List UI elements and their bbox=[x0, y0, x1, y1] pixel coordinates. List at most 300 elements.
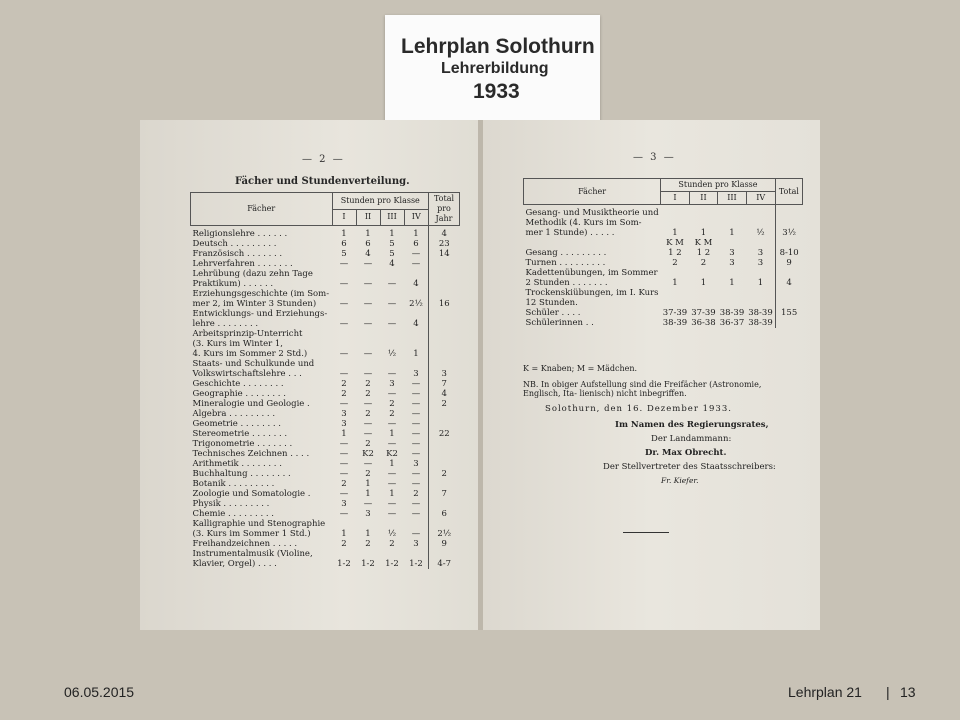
hours-cell: 3 bbox=[341, 409, 347, 419]
hours-cell: — bbox=[411, 499, 421, 509]
hours-cell: — bbox=[339, 469, 349, 479]
hours-cell bbox=[356, 519, 380, 529]
hours-cell bbox=[356, 269, 380, 279]
subject-cell: Religionslehre . . . . . . bbox=[192, 229, 288, 239]
hours-cell: 1 2 bbox=[668, 248, 682, 258]
hours-cell bbox=[689, 268, 718, 278]
card-subtitle: Lehrerbildung bbox=[441, 60, 549, 77]
hours-cell: 1 bbox=[700, 278, 707, 288]
hours-cell bbox=[661, 205, 690, 219]
subject-cell: mer 1 Stunde) . . . . . bbox=[525, 228, 615, 238]
subject-cell: Trigonometrie . . . . . . . bbox=[192, 439, 293, 449]
table-row bbox=[191, 529, 460, 539]
total-cell: 4-7 bbox=[429, 559, 460, 569]
hours-cell bbox=[332, 339, 356, 349]
subject-cell: 12 Stunden. bbox=[525, 298, 578, 308]
hours-cell: — bbox=[339, 259, 349, 269]
table-row bbox=[191, 249, 460, 259]
hours-cell: 5 bbox=[389, 239, 395, 249]
table-row bbox=[524, 258, 803, 268]
total-cell bbox=[775, 205, 802, 219]
hours-cell: 36-38 bbox=[691, 318, 716, 328]
hours-cell: 2 bbox=[341, 539, 347, 549]
hours-cell: — bbox=[411, 439, 421, 449]
hours-cell: 1 bbox=[341, 229, 347, 239]
total-cell: 14 bbox=[429, 249, 460, 259]
hours-cell: 37-39 bbox=[691, 308, 716, 318]
subject-cell: Freihandzeichnen . . . . . bbox=[192, 539, 298, 549]
total-cell: 9 bbox=[775, 258, 802, 268]
table-row bbox=[524, 205, 803, 219]
table-row bbox=[191, 279, 460, 289]
total-cell: 16 bbox=[429, 299, 460, 309]
table-row bbox=[191, 239, 460, 249]
hours-cell: — bbox=[411, 449, 421, 459]
col-header-subject: Fächer bbox=[191, 193, 333, 226]
hours-cell: 5 bbox=[341, 249, 347, 259]
hours-cell: 1 bbox=[341, 529, 347, 539]
hours-cell: 1 bbox=[389, 489, 395, 499]
subject-cell: Arithmetik . . . . . . . . bbox=[192, 459, 282, 469]
hours-cell bbox=[380, 549, 404, 559]
subject-cell: Französisch . . . . . . . bbox=[192, 249, 283, 259]
hours-cell: 3 bbox=[413, 539, 419, 549]
subject-cell: Schüler . . . . bbox=[525, 308, 581, 318]
hours-cell: — bbox=[411, 249, 421, 259]
hours-cell: 1 bbox=[389, 459, 395, 469]
subject-cell: Mineralogie und Geologie . bbox=[192, 399, 310, 409]
hours-cell: 4 bbox=[389, 259, 395, 269]
signature-line-3: Dr. Max Obrecht. bbox=[645, 448, 727, 458]
subject-cell: Stereometrie . . . . . . . bbox=[192, 429, 288, 439]
col-header-class: IV bbox=[404, 209, 429, 226]
hours-cell: ½ bbox=[387, 349, 397, 359]
hours-cell: 1-2 bbox=[361, 559, 375, 569]
total-cell bbox=[429, 519, 460, 529]
table-row bbox=[191, 359, 460, 369]
hours-cell: 2 bbox=[365, 379, 371, 389]
hours-cell: — bbox=[339, 319, 349, 329]
table-row bbox=[524, 298, 803, 308]
total-cell bbox=[775, 238, 802, 248]
subject-cell: Deutsch . . . . . . . . . bbox=[192, 239, 277, 249]
hours-cell: — bbox=[387, 369, 397, 379]
hours-cell: — bbox=[411, 259, 421, 269]
hours-cell bbox=[356, 329, 380, 339]
hours-cell bbox=[718, 218, 747, 228]
hours-cell bbox=[404, 309, 429, 319]
subject-cell: Buchhaltung . . . . . . . . bbox=[192, 469, 291, 479]
hours-cell: 2 bbox=[341, 379, 347, 389]
subject-cell: Botanik . . . . . . . . . bbox=[192, 479, 275, 489]
hours-cell: — bbox=[363, 319, 373, 329]
subject-cell: Instrumentalmusik (Violine, bbox=[192, 549, 313, 559]
subject-cell: Kadettenübungen, im Sommer bbox=[525, 268, 658, 278]
subject-cell: Volkswirtschaftslehre . . . bbox=[192, 369, 302, 379]
col-header-hours: Stunden pro Klasse bbox=[661, 179, 776, 192]
hours-cell: 1 bbox=[413, 229, 419, 239]
hours-cell bbox=[746, 298, 775, 308]
place-date: Solothurn, den 16. Dezember 1933. bbox=[545, 404, 732, 414]
card-year: 1933 bbox=[473, 80, 520, 103]
subject-cell: (3. Kurs im Sommer 1 Std.) bbox=[192, 529, 311, 539]
subject-cell: Klavier, Orgel) . . . . bbox=[192, 559, 277, 569]
subject-cell: Gesang . . . . . . . . . bbox=[525, 248, 607, 258]
table-row bbox=[191, 389, 460, 399]
subject-cell: Geschichte . . . . . . . . bbox=[192, 379, 284, 389]
hours-cell: 2 bbox=[365, 439, 371, 449]
total-cell bbox=[775, 288, 802, 298]
hours-cell: — bbox=[363, 459, 373, 469]
hours-cell: 1 bbox=[672, 278, 678, 288]
booklet-photo bbox=[140, 120, 820, 630]
hours-cell: 1-2 bbox=[337, 559, 351, 569]
note-text: NB. In obiger Aufstellung sind die Freifächer (Astronomie, Englisch, Ita- lienisch) nicht inbegriffen. bbox=[523, 380, 762, 398]
hours-cell: — bbox=[387, 509, 397, 519]
hours-cell: K2 bbox=[386, 449, 398, 459]
col-header-class: II bbox=[689, 192, 718, 205]
hours-cell: — bbox=[363, 399, 373, 409]
hours-cell: 1 bbox=[729, 228, 735, 238]
total-cell: 9 bbox=[429, 539, 460, 549]
col-header-hours: Stunden pro Klasse bbox=[332, 193, 429, 210]
hours-cell bbox=[661, 218, 690, 228]
subject-cell: Schülerinnen . . bbox=[525, 318, 594, 328]
hours-cell bbox=[380, 309, 404, 319]
total-cell: 3½ bbox=[775, 228, 802, 238]
table-row bbox=[191, 319, 460, 329]
right-schedule-table bbox=[523, 178, 803, 328]
table-row bbox=[524, 248, 803, 258]
total-cell bbox=[775, 298, 802, 308]
hours-cell bbox=[404, 339, 429, 349]
table-row bbox=[191, 309, 460, 319]
hours-cell: 1 bbox=[365, 489, 371, 499]
table-row bbox=[191, 499, 460, 509]
title-card bbox=[385, 15, 600, 123]
subject-cell: Arbeitsprinzip-Unterricht bbox=[192, 329, 303, 339]
signature-line-2: Der Landammann: bbox=[651, 434, 732, 444]
hours-cell bbox=[332, 549, 356, 559]
hours-cell: K M bbox=[666, 238, 684, 248]
col-header-subject: Fächer bbox=[524, 179, 661, 205]
hours-cell: 2 bbox=[341, 479, 347, 489]
hours-cell bbox=[661, 268, 690, 278]
total-cell bbox=[429, 409, 460, 419]
hours-cell: — bbox=[339, 509, 349, 519]
footer-separator: | bbox=[886, 684, 890, 700]
hours-cell bbox=[332, 359, 356, 369]
right-page bbox=[483, 120, 820, 630]
total-cell bbox=[429, 359, 460, 369]
subject-cell: (3. Kurs im Winter 1, bbox=[192, 339, 283, 349]
hours-cell: — bbox=[411, 399, 421, 409]
col-header-class: III bbox=[718, 192, 747, 205]
hours-cell: 2 bbox=[672, 258, 678, 268]
hours-cell: — bbox=[411, 419, 421, 429]
hours-cell bbox=[356, 339, 380, 349]
hours-cell: 38-39 bbox=[748, 318, 773, 328]
hours-cell: 1 bbox=[365, 479, 371, 489]
table-row bbox=[524, 278, 803, 288]
total-cell: 7 bbox=[429, 379, 460, 389]
hours-cell: 3 bbox=[729, 248, 735, 258]
hours-cell: 3 bbox=[389, 379, 395, 389]
total-cell: 4 bbox=[775, 278, 802, 288]
hours-cell: 1 bbox=[700, 228, 707, 238]
col-header-total: Total pro Jahr bbox=[429, 193, 460, 226]
left-page-title: Fächer und Stundenverteilung. bbox=[235, 176, 410, 187]
total-cell: 7 bbox=[429, 489, 460, 499]
footer-title: Lehrplan 21 bbox=[788, 684, 862, 700]
hours-cell: — bbox=[411, 479, 421, 489]
subject-cell: Gesang- und Musiktheorie und bbox=[525, 208, 659, 218]
hours-cell: — bbox=[339, 399, 349, 409]
total-cell bbox=[429, 549, 460, 559]
hours-cell: 4 bbox=[413, 319, 419, 329]
table-row bbox=[191, 429, 460, 439]
hours-cell: 4 bbox=[413, 279, 419, 289]
subject-cell: Kalligraphie und Stenographie bbox=[192, 519, 326, 529]
subject-cell: 2 Stunden . . . . . . . bbox=[525, 278, 608, 288]
hours-cell bbox=[404, 519, 429, 529]
right-page-number: — 3 — bbox=[633, 152, 676, 163]
hours-cell: 36-37 bbox=[719, 318, 745, 328]
hours-cell: — bbox=[363, 349, 373, 359]
subject-cell: Lehrübung (dazu zehn Tage bbox=[192, 269, 313, 279]
total-cell bbox=[429, 259, 460, 269]
subject-cell: lehre . . . . . . . . bbox=[192, 319, 259, 329]
subject-cell: Trockenskiübungen, im I. Kurs bbox=[525, 288, 659, 298]
total-cell bbox=[429, 479, 460, 489]
table-row bbox=[191, 299, 460, 309]
hours-cell: 38-39 bbox=[662, 318, 688, 328]
hours-cell: 2 bbox=[389, 409, 395, 419]
hours-cell bbox=[746, 268, 775, 278]
hours-cell: 2 bbox=[365, 469, 371, 479]
hours-cell bbox=[689, 205, 718, 219]
hours-cell: 5 bbox=[389, 249, 395, 259]
hours-cell: 1 bbox=[729, 278, 735, 288]
hours-cell: K M bbox=[694, 238, 713, 248]
subject-cell: Algebra . . . . . . . . . bbox=[192, 409, 276, 419]
hours-cell bbox=[332, 329, 356, 339]
hours-cell: 1 bbox=[341, 429, 347, 439]
total-cell: 4 bbox=[429, 226, 460, 240]
table-row bbox=[191, 469, 460, 479]
hours-cell: ½ bbox=[756, 228, 765, 238]
subject-cell: Erziehungsgeschichte (im Som- bbox=[192, 289, 330, 299]
hours-cell: 3 bbox=[413, 369, 419, 379]
hours-cell: 3 bbox=[365, 509, 371, 519]
hours-cell bbox=[356, 549, 380, 559]
subject-cell: Entwicklungs- und Erziehungs- bbox=[192, 309, 328, 319]
col-header-class: I bbox=[661, 192, 690, 205]
hours-cell: 3 bbox=[341, 419, 347, 429]
hours-cell bbox=[404, 289, 429, 299]
hours-cell: — bbox=[411, 409, 421, 419]
hours-cell bbox=[404, 359, 429, 369]
hours-cell: — bbox=[339, 459, 349, 469]
total-cell bbox=[429, 339, 460, 349]
total-cell bbox=[429, 309, 460, 319]
table-row bbox=[191, 539, 460, 549]
total-cell: 2 bbox=[429, 469, 460, 479]
hours-cell: — bbox=[363, 429, 373, 439]
hours-cell: 2 bbox=[341, 389, 347, 399]
hours-cell bbox=[380, 339, 404, 349]
hours-cell: 1 bbox=[365, 529, 371, 539]
hours-cell: 1 bbox=[413, 349, 419, 359]
table-row bbox=[191, 226, 460, 240]
footer-page-number: 13 bbox=[900, 684, 916, 700]
hours-cell: 2 bbox=[365, 409, 371, 419]
hours-cell: — bbox=[363, 279, 373, 289]
hours-cell bbox=[718, 238, 747, 248]
subject-cell: mer 2, im Winter 3 Stunden) bbox=[192, 299, 317, 309]
subject-cell: Zoologie und Somatologie . bbox=[192, 489, 311, 499]
hours-cell: 3 bbox=[757, 258, 764, 268]
table-row bbox=[191, 349, 460, 359]
hours-cell: — bbox=[339, 449, 349, 459]
left-page bbox=[140, 120, 480, 630]
total-cell bbox=[429, 289, 460, 299]
hours-cell: — bbox=[339, 369, 349, 379]
total-cell: 155 bbox=[775, 308, 802, 318]
hours-cell bbox=[356, 359, 380, 369]
col-header-class: II bbox=[356, 209, 380, 226]
hours-cell: — bbox=[387, 299, 397, 309]
signature-line-4: Der Stellvertreter des Staatsschreibers: bbox=[603, 462, 776, 472]
hours-cell bbox=[661, 288, 690, 298]
hours-cell: — bbox=[387, 479, 397, 489]
table-row bbox=[524, 318, 803, 328]
footer-date: 06.05.2015 bbox=[64, 684, 135, 700]
table-row bbox=[191, 449, 460, 459]
left-page-number: — 2 — bbox=[302, 154, 345, 165]
subject-cell: Lehrverfahren . . . . . . . bbox=[192, 259, 293, 269]
subject-cell bbox=[524, 238, 661, 248]
total-cell: 2 bbox=[429, 399, 460, 409]
hours-cell: — bbox=[411, 529, 421, 539]
table-row bbox=[191, 269, 460, 279]
total-cell bbox=[429, 449, 460, 459]
total-cell: 8-10 bbox=[775, 248, 802, 258]
hours-cell: 2 bbox=[389, 539, 395, 549]
total-cell bbox=[429, 499, 460, 509]
hours-cell: 4 bbox=[365, 249, 371, 259]
table-row bbox=[191, 419, 460, 429]
hours-cell: K2 bbox=[362, 449, 374, 459]
signature-line-1: Im Namen des Regierungsrates, bbox=[615, 420, 769, 430]
table-row bbox=[524, 218, 803, 228]
hours-cell bbox=[746, 288, 775, 298]
hours-cell: — bbox=[411, 379, 421, 389]
hours-cell: — bbox=[387, 499, 397, 509]
hours-cell: — bbox=[339, 279, 349, 289]
table-row bbox=[191, 329, 460, 339]
subject-cell: Staats- und Schulkunde und bbox=[192, 359, 315, 369]
hours-cell: ½ bbox=[387, 529, 397, 539]
total-cell bbox=[429, 269, 460, 279]
hours-cell bbox=[746, 205, 775, 219]
hours-cell bbox=[689, 298, 718, 308]
col-header-total: Total bbox=[775, 179, 802, 205]
hours-cell bbox=[404, 549, 429, 559]
total-cell: 22 bbox=[429, 429, 460, 439]
hours-cell: 1 bbox=[389, 229, 395, 239]
table-row bbox=[191, 459, 460, 469]
hours-cell bbox=[718, 268, 747, 278]
hours-cell: — bbox=[387, 389, 397, 399]
hours-cell: 1 bbox=[757, 278, 764, 288]
table-row bbox=[524, 238, 803, 248]
hours-cell: — bbox=[387, 419, 397, 429]
subject-cell: Methodik (4. Kurs im Som- bbox=[525, 218, 642, 228]
hours-cell bbox=[332, 289, 356, 299]
hours-cell bbox=[718, 205, 747, 219]
subject-cell: Turnen . . . . . . . . . bbox=[525, 258, 606, 268]
total-cell bbox=[429, 419, 460, 429]
hours-cell: 3 bbox=[341, 499, 347, 509]
hours-cell: 1-2 bbox=[385, 559, 399, 569]
hours-cell: 2½ bbox=[409, 299, 423, 309]
total-cell: 3 bbox=[429, 369, 460, 379]
hours-cell: — bbox=[339, 489, 349, 499]
total-cell bbox=[775, 268, 802, 278]
hours-cell: 1-2 bbox=[409, 559, 423, 569]
hours-cell: 2 bbox=[389, 399, 395, 409]
hours-cell: — bbox=[411, 469, 421, 479]
hours-cell bbox=[404, 329, 429, 339]
total-cell bbox=[775, 218, 802, 228]
table-row bbox=[524, 288, 803, 298]
hours-cell: 1 bbox=[672, 228, 678, 238]
hours-cell: 6 bbox=[413, 239, 419, 249]
subject-cell: Chemie . . . . . . . . . bbox=[192, 509, 274, 519]
total-cell bbox=[429, 349, 460, 359]
hours-cell: — bbox=[411, 429, 421, 439]
hours-cell: — bbox=[339, 299, 349, 309]
col-header-class: III bbox=[380, 209, 404, 226]
hours-cell: 2 bbox=[700, 258, 707, 268]
closing-rule bbox=[623, 532, 669, 533]
table-row bbox=[191, 369, 460, 379]
legend-text: K = Knaben; M = Mädchen. bbox=[523, 364, 638, 373]
hours-cell bbox=[689, 218, 718, 228]
table-row bbox=[191, 519, 460, 529]
subject-cell: Technisches Zeichnen . . . . bbox=[192, 449, 310, 459]
hours-cell bbox=[718, 298, 747, 308]
total-cell bbox=[429, 279, 460, 289]
hours-cell: — bbox=[387, 439, 397, 449]
card-title: Lehrplan Solothurn bbox=[401, 35, 595, 58]
subject-cell: Geographie . . . . . . . . bbox=[192, 389, 286, 399]
hours-cell: 6 bbox=[365, 239, 371, 249]
hours-cell: 1 bbox=[389, 429, 395, 439]
hours-cell bbox=[661, 298, 690, 308]
hours-cell bbox=[689, 288, 718, 298]
hours-cell bbox=[380, 289, 404, 299]
hours-cell: — bbox=[363, 419, 373, 429]
total-cell: 23 bbox=[429, 239, 460, 249]
hours-cell: — bbox=[387, 469, 397, 479]
total-cell: 6 bbox=[429, 509, 460, 519]
hours-cell bbox=[356, 289, 380, 299]
hours-cell bbox=[380, 359, 404, 369]
subject-cell: 4. Kurs im Sommer 2 Std.) bbox=[192, 349, 308, 359]
hours-cell bbox=[380, 269, 404, 279]
